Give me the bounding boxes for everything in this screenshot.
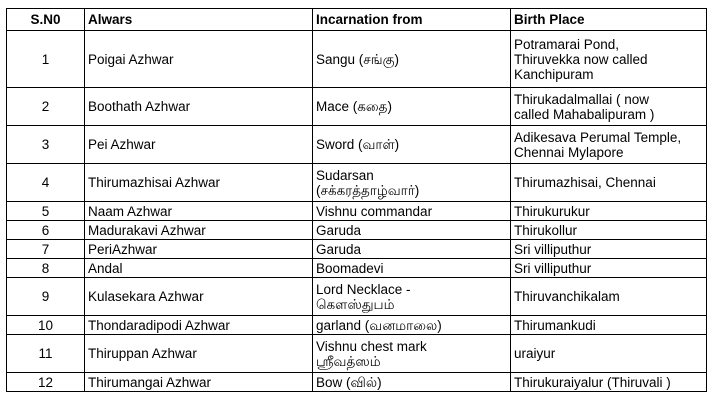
cell-incarnation-line: கௌஸ்துபம் <box>316 296 395 312</box>
cell-birth-place-line: Adikesava Perumal Temple, <box>514 129 682 145</box>
cell-birth-place <box>511 88 707 126</box>
cell-sno: 3 <box>7 126 85 164</box>
header-incarnation: Incarnation from <box>313 9 511 31</box>
table-row <box>7 278 707 316</box>
cell-birth-place <box>511 202 707 221</box>
table-row <box>7 259 707 278</box>
table-row <box>7 240 707 259</box>
cell-incarnation <box>313 126 511 164</box>
table-row <box>7 221 707 240</box>
cell-alwar: Thondaradipodi Azhwar <box>85 316 313 335</box>
table-row <box>7 126 707 164</box>
table-row <box>7 335 707 373</box>
cell-birth-place <box>511 126 707 164</box>
cell-birth-place-line: Thirukurukur <box>514 203 590 219</box>
cell-birth-place-line: Sri villiputhur <box>514 241 592 257</box>
cell-incarnation <box>313 31 511 88</box>
cell-alwar: Poigai Azhwar <box>85 31 313 88</box>
cell-birth-place <box>511 164 707 202</box>
cell-incarnation-line: Garuda <box>316 222 362 238</box>
cell-birth-place-line: Thirukadalmallai ( now <box>514 91 650 107</box>
cell-incarnation <box>313 240 511 259</box>
cell-birth-place-line: called Mahabalipuram ) <box>514 106 655 122</box>
cell-birth-place <box>511 259 707 278</box>
cell-alwar: Pei Azhwar <box>85 126 313 164</box>
cell-birth-place <box>511 221 707 240</box>
cell-incarnation <box>313 316 511 335</box>
cell-sno: 5 <box>7 202 85 221</box>
cell-birth-place-line: Thirukuraiyalur (Thiruvali ) <box>514 374 671 390</box>
cell-sno: 10 <box>7 316 85 335</box>
cell-birth-place <box>511 373 707 392</box>
table-row <box>7 373 707 392</box>
header-alwars: Alwars <box>85 9 313 31</box>
cell-incarnation-line: Boomadevi <box>316 260 384 276</box>
cell-incarnation-line: Vishnu chest mark <box>316 338 427 354</box>
cell-incarnation <box>313 221 511 240</box>
cell-birth-place <box>511 335 707 373</box>
cell-incarnation <box>313 202 511 221</box>
cell-incarnation-line: Lord Necklace - <box>316 281 411 297</box>
cell-birth-place <box>511 31 707 88</box>
cell-sno: 12 <box>7 373 85 392</box>
header-birth-place: Birth Place <box>511 9 707 31</box>
cell-incarnation <box>313 278 511 316</box>
cell-birth-place-line: Kanchipuram <box>514 66 594 82</box>
table-body <box>7 31 707 392</box>
cell-birth-place-line: Thirumankudi <box>514 317 596 333</box>
header-sno: S.N0 <box>7 9 85 31</box>
cell-birth-place-line: uraiyur <box>514 346 556 361</box>
cell-sno: 11 <box>7 335 85 373</box>
cell-birth-place-line: Chennai Mylapore <box>514 144 624 160</box>
cell-incarnation <box>313 373 511 392</box>
cell-sno: 7 <box>7 240 85 259</box>
table-row <box>7 31 707 88</box>
cell-incarnation <box>313 88 511 126</box>
cell-birth-place-line: Sri villiputhur <box>514 260 592 276</box>
cell-sno: 4 <box>7 164 85 202</box>
cell-birth-place-line: Thirukollur <box>514 222 578 238</box>
table-row <box>7 316 707 335</box>
cell-sno: 1 <box>7 31 85 88</box>
cell-incarnation-line: Sword (வாள்) <box>316 137 400 152</box>
header-row <box>7 9 707 31</box>
table-row <box>7 202 707 221</box>
table-row <box>7 88 707 126</box>
cell-incarnation <box>313 164 511 202</box>
cell-incarnation-line: Sudarsan <box>316 167 374 183</box>
cell-incarnation-line: (சக்கரத்தாழ்வார்) <box>316 182 420 198</box>
cell-birth-place <box>511 316 707 335</box>
cell-incarnation <box>313 259 511 278</box>
cell-alwar: Thirumangai Azhwar <box>85 373 313 392</box>
cell-sno: 9 <box>7 278 85 316</box>
cell-birth-place-line: Thiruvekka now called <box>514 51 648 67</box>
cell-incarnation-line: ஸ்ரீவத்ஸம் <box>316 353 381 369</box>
cell-sno: 8 <box>7 259 85 278</box>
cell-incarnation-line: Sangu (சங்கு) <box>316 51 399 67</box>
cell-alwar: Madurakavi Azhwar <box>85 221 313 240</box>
table-row <box>7 164 707 202</box>
cell-birth-place <box>511 278 707 316</box>
cell-incarnation-line: garland (வனமாலை) <box>316 317 442 333</box>
cell-sno: 2 <box>7 88 85 126</box>
cell-alwar: Naam Azhwar <box>85 202 313 221</box>
cell-alwar: Thiruppan Azhwar <box>85 335 313 373</box>
alwars-table <box>6 8 707 392</box>
cell-birth-place <box>511 240 707 259</box>
cell-alwar: Kulasekara Azhwar <box>85 278 313 316</box>
cell-alwar: PeriAzhwar <box>85 240 313 259</box>
cell-birth-place-line: Thirumazhisai, Chennai <box>514 175 656 190</box>
cell-incarnation-line: Bow (வில்) <box>316 374 382 390</box>
cell-birth-place-line: Potramarai Pond, <box>514 36 620 52</box>
cell-incarnation <box>313 335 511 373</box>
cell-sno: 6 <box>7 221 85 240</box>
cell-incarnation-line: Mace (கதை) <box>316 99 392 114</box>
cell-alwar: Thirumazhisai Azhwar <box>85 164 313 202</box>
cell-incarnation-line: Garuda <box>316 241 362 257</box>
cell-birth-place-line: Thiruvanchikalam <box>514 289 620 304</box>
cell-incarnation-line: Vishnu commandar <box>316 203 433 219</box>
cell-alwar: Boothath Azhwar <box>85 88 313 126</box>
cell-alwar: Andal <box>85 259 313 278</box>
